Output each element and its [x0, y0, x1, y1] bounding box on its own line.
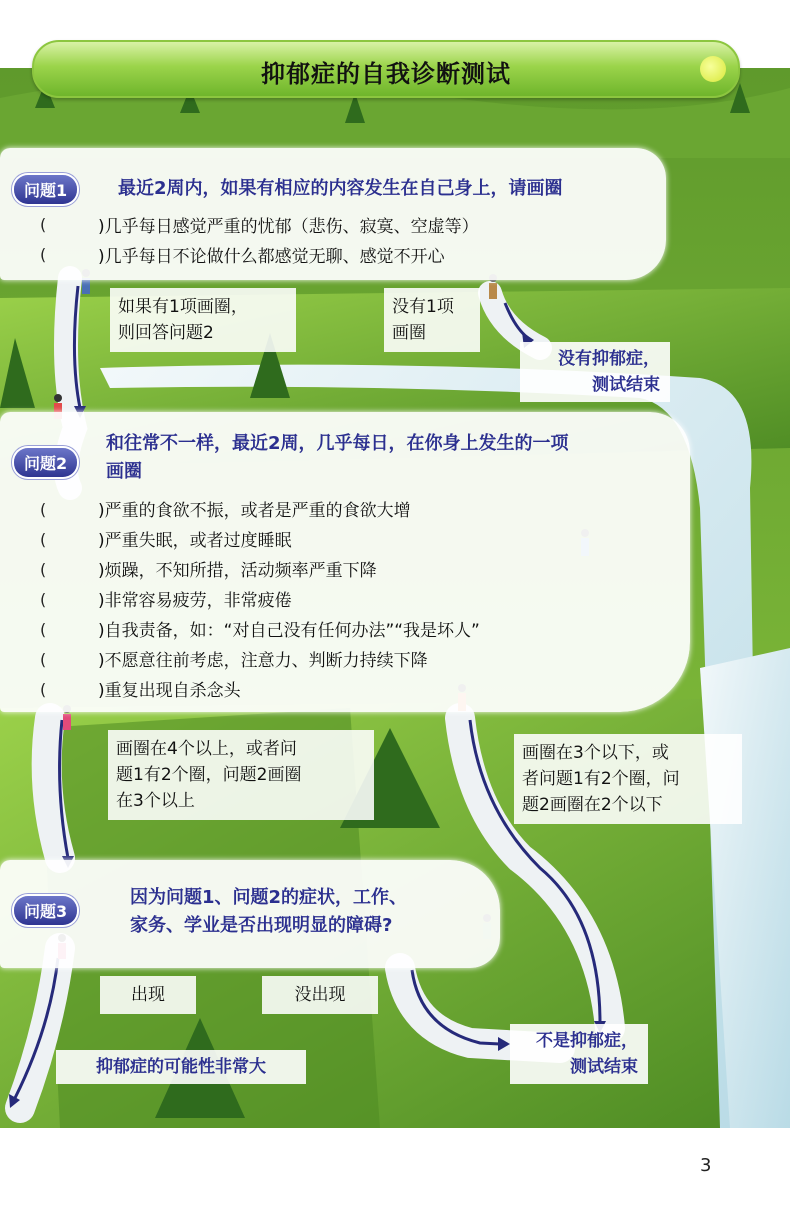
question-1-item: )几乎每日不论做什么都感觉无聊、感觉不开心 — [98, 247, 445, 267]
question-1-label: 问题1 — [14, 175, 77, 204]
answer-yes: 出现 — [100, 976, 196, 1014]
question-2-text-line1: 和往常不一样，最近2周，几乎每日，在你身上发生的一项 — [106, 433, 569, 454]
result-likely-depression: 抑郁症的可能性非常大 — [56, 1050, 306, 1084]
page-title: 抑郁症的自我诊断测试 — [261, 60, 511, 88]
question-3-label: 问题3 — [14, 896, 77, 925]
branch-1-left-line2: 则回答问题2 — [118, 323, 214, 343]
branch-2-right-note — [514, 734, 742, 824]
question-2-item: )重复出现自杀念头 — [98, 681, 241, 701]
checkbox-paren: ( — [40, 650, 47, 669]
checkbox-paren: ( — [40, 620, 47, 639]
question-2-item: )严重的食欲不振，或者是严重的食欲大增 — [98, 501, 411, 521]
branch-1-left-note — [110, 288, 296, 352]
question-2-item: )烦躁，不知所措，活动频率严重下降 — [98, 561, 377, 581]
checkbox-paren: ( — [40, 590, 47, 609]
result-no-depression-line1: 不是抑郁症， — [536, 1031, 638, 1051]
checkbox-paren: ( — [40, 245, 47, 264]
branch-2-left-line3: 在3个以上 — [116, 791, 195, 811]
question-3-text-line1: 因为问题1、问题2的症状，工作、 — [130, 887, 408, 908]
branch-1-right-note — [384, 288, 480, 352]
branch-1-right-line1: 没有1项 — [392, 297, 454, 317]
question-3-text-line2: 家务、学业是否出现明显的障碍? — [130, 915, 393, 936]
checkbox-paren: ( — [40, 500, 47, 519]
checkbox-paren: ( — [40, 560, 47, 579]
branch-1-result-line2: 测试结束 — [592, 375, 660, 395]
title-bar — [32, 40, 740, 98]
branch-2-right-line3: 题2画圈在2个以下 — [522, 795, 663, 815]
question-2-text — [106, 430, 569, 486]
page-number: 3 — [700, 1155, 712, 1176]
question-2-item: )非常容易疲劳，非常疲倦 — [98, 591, 292, 611]
answer-no: 没出现 — [262, 976, 378, 1014]
question-2-item: )自我责备，如：“对自己没有任何办法”“我是坏人” — [98, 621, 480, 641]
question-2-item: )不愿意往前考虑，注意力、判断力持续下降 — [98, 651, 428, 671]
branch-1-left-line1: 如果有1项画圈， — [118, 297, 248, 317]
question-1-text: 最近2周内，如果有相应的内容发生在自己身上，请画圈 — [118, 178, 563, 199]
checkbox-paren: ( — [40, 680, 47, 699]
branch-2-left-line1: 画圈在4个以上，或者问 — [116, 739, 297, 759]
branch-2-left-line2: 题1有2个圈，问题2画圈 — [116, 765, 302, 785]
title-dot-icon — [700, 56, 726, 82]
branch-2-left-note — [108, 730, 374, 820]
branch-2-right-line1: 画圈在3个以下，或 — [522, 743, 669, 763]
result-no-depression-line2: 测试结束 — [570, 1057, 638, 1077]
branch-2-right-line2: 者问题1有2个圈，问 — [522, 769, 680, 789]
question-3-text — [130, 884, 407, 940]
question-1-item: )几乎每日感觉严重的忧郁（悲伤、寂寞、空虚等） — [98, 217, 479, 237]
question-2-item: )严重失眠，或者过度睡眠 — [98, 531, 292, 551]
branch-1-result — [520, 342, 670, 402]
branch-1-result-line1: 没有抑郁症， — [558, 349, 660, 369]
question-2-label: 问题2 — [14, 448, 77, 477]
question-2-text-line2: 画圈 — [106, 461, 142, 482]
result-no-depression — [510, 1024, 648, 1084]
checkbox-paren: ( — [40, 215, 47, 234]
branch-1-right-line2: 画圈 — [392, 323, 426, 343]
checkbox-paren: ( — [40, 530, 47, 549]
